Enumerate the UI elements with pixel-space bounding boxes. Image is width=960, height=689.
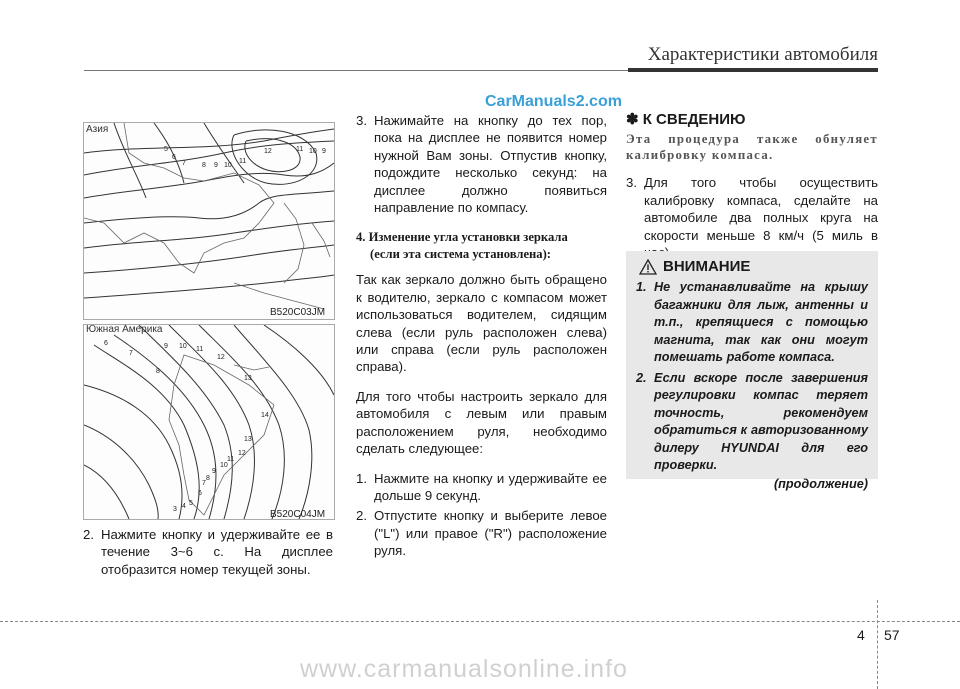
step-text: Для того чтобы осуществить калибровку компаса, сделайте на автомобиле два полных круга на скорости меньше 8 км/ч (5 миль в [644,175,878,243]
south-america-map [83,324,335,520]
column-2-text [356,112,607,560]
sa-zone-number: 6 [198,490,202,497]
step-number: 3. [626,175,637,191]
sa-zone-number: 10 [220,462,228,469]
sa-zone-number: 14 [261,412,269,419]
south-america-map-code: B520C04JM [270,509,326,520]
step-1-item [356,470,607,505]
warning-item-number: 2. [636,370,647,385]
asia-zone-number: 9 [322,148,326,155]
sa-zone-number: 12 [217,354,225,361]
page-header-title: Характеристики автомобиля [647,44,878,65]
step-number: 1. [356,470,367,486]
watermark-top[interactable]: CarManuals2.com [485,93,622,110]
sa-zone-number: 13 [244,436,252,443]
step-3-item [356,112,607,216]
sa-zone-number: 4 [182,503,186,510]
note-heading: ✽ К СВЕДЕНИЮ [626,111,746,128]
asia-map-code: B520C03JM [270,307,326,318]
warning-item-number: 1. [636,280,647,294]
asia-zone-number: 9 [214,162,218,169]
column-1-text [83,526,333,578]
asia-zone-number: 10 [309,148,317,155]
asia-zone-number: 11 [239,158,247,165]
sa-zone-number: 7 [129,350,133,357]
step-number: 2. [356,508,367,524]
step-2-item [83,526,333,578]
continued-label: (продолжение) [773,476,868,491]
paragraph-1: Так как зеркало должно быть обращено к водителю, зеркало с компасом может использоваться водителем, сидящим слева (если руль расположен слева) или справа (если руль расположен справа). [356,272,607,375]
watermark-bottom[interactable]: www.carmanualsonline.info [300,655,628,683]
step-3-item [626,174,878,261]
asia-region-label: Азия [86,124,109,135]
asia-map [83,122,335,320]
footer-divider [877,600,878,689]
asia-zone-number: 12 [264,148,272,155]
section-subheading [356,229,607,263]
warning-item-text: Не устанавливайте на крышу багажники для лыж, антенны и т.п., крепящиеся с помощью магнита, так как они могут помешать работе компаса. [654,280,868,364]
sa-zone-number: 12 [238,450,246,457]
subheading-line-1: 4. Изменение угла установки зеркала [356,230,568,245]
south-america-map-graphic [84,325,334,519]
note-text: Эта процедура также обнуляет калибровку компаса. [626,132,878,163]
asia-zone-number: 8 [202,162,206,169]
asia-zone-number: 6 [172,154,176,161]
step-number: 2. [83,527,94,542]
sa-zone-number: 11 [227,456,235,463]
step-text: Нажимайте на кнопку до тех пор, пока на дисплее не появится номер нужной Вам зоны. Отпустив кнопку, подождите несколько секунд: на дисплее должно появиться направление по компасу. [374,113,607,216]
sa-zone-number: 9 [212,468,216,475]
sa-zone-number: 8 [206,475,210,482]
step-number: 3. [356,113,367,128]
warning-triangle-icon [639,259,657,275]
column-3-text [626,111,878,261]
sa-zone-number: 13 [244,375,252,382]
sa-zone-number: 9 [164,343,168,350]
warning-item-2 [636,370,868,475]
warning-item-1 [636,279,868,367]
asia-zone-number: 7 [182,160,186,167]
step-text: Отпустите кнопку и выберите левое ("L") или правое ("R") расположение руля. [374,508,607,559]
sa-zone-number: 7 [202,480,206,487]
section-number: 4 [857,627,865,643]
step-text: Нажмите кнопку и удерживайте ее в течение 3~6 с. На дисплее отобразится номер текущей зоны. [101,527,333,577]
sa-zone-number: 11 [196,346,204,353]
step-2-item [356,507,607,559]
sa-zone-number: 3 [173,506,177,513]
step-text: Нажмите на кнопку и удерживайте ее дольше 9 секунд. [374,470,607,503]
asia-zone-number: 11 [296,146,304,153]
asia-zone-number: 5 [164,146,168,153]
header-bar [628,68,878,72]
sa-zone-number: 5 [189,500,193,507]
sa-zone-number: 6 [104,340,108,347]
warning-header [636,258,868,275]
sa-zone-number: 10 [179,343,187,350]
page-number: 57 [884,627,900,643]
sa-zone-number: 8 [156,368,160,375]
warning-box [626,251,878,491]
paragraph-2: Для того чтобы настроить зеркало для автомобиля с левым или правым расположением руля, необходимо сделать следующее: [356,388,607,457]
footer-rule [0,621,960,622]
south-america-region-label: Южная Америка [86,324,163,335]
asia-map-graphic [84,123,334,319]
subheading-line-2: (если эта система установлена): [370,247,551,262]
warning-item-text: Если вскоре после завершения регулировки компас теряет точность, рекомендуем обратиться к авторизованному дилеру HYUNDAI для его проверки. [654,370,868,472]
warning-title: ВНИМАНИЕ [663,258,751,275]
asia-zone-number: 10 [224,162,232,169]
